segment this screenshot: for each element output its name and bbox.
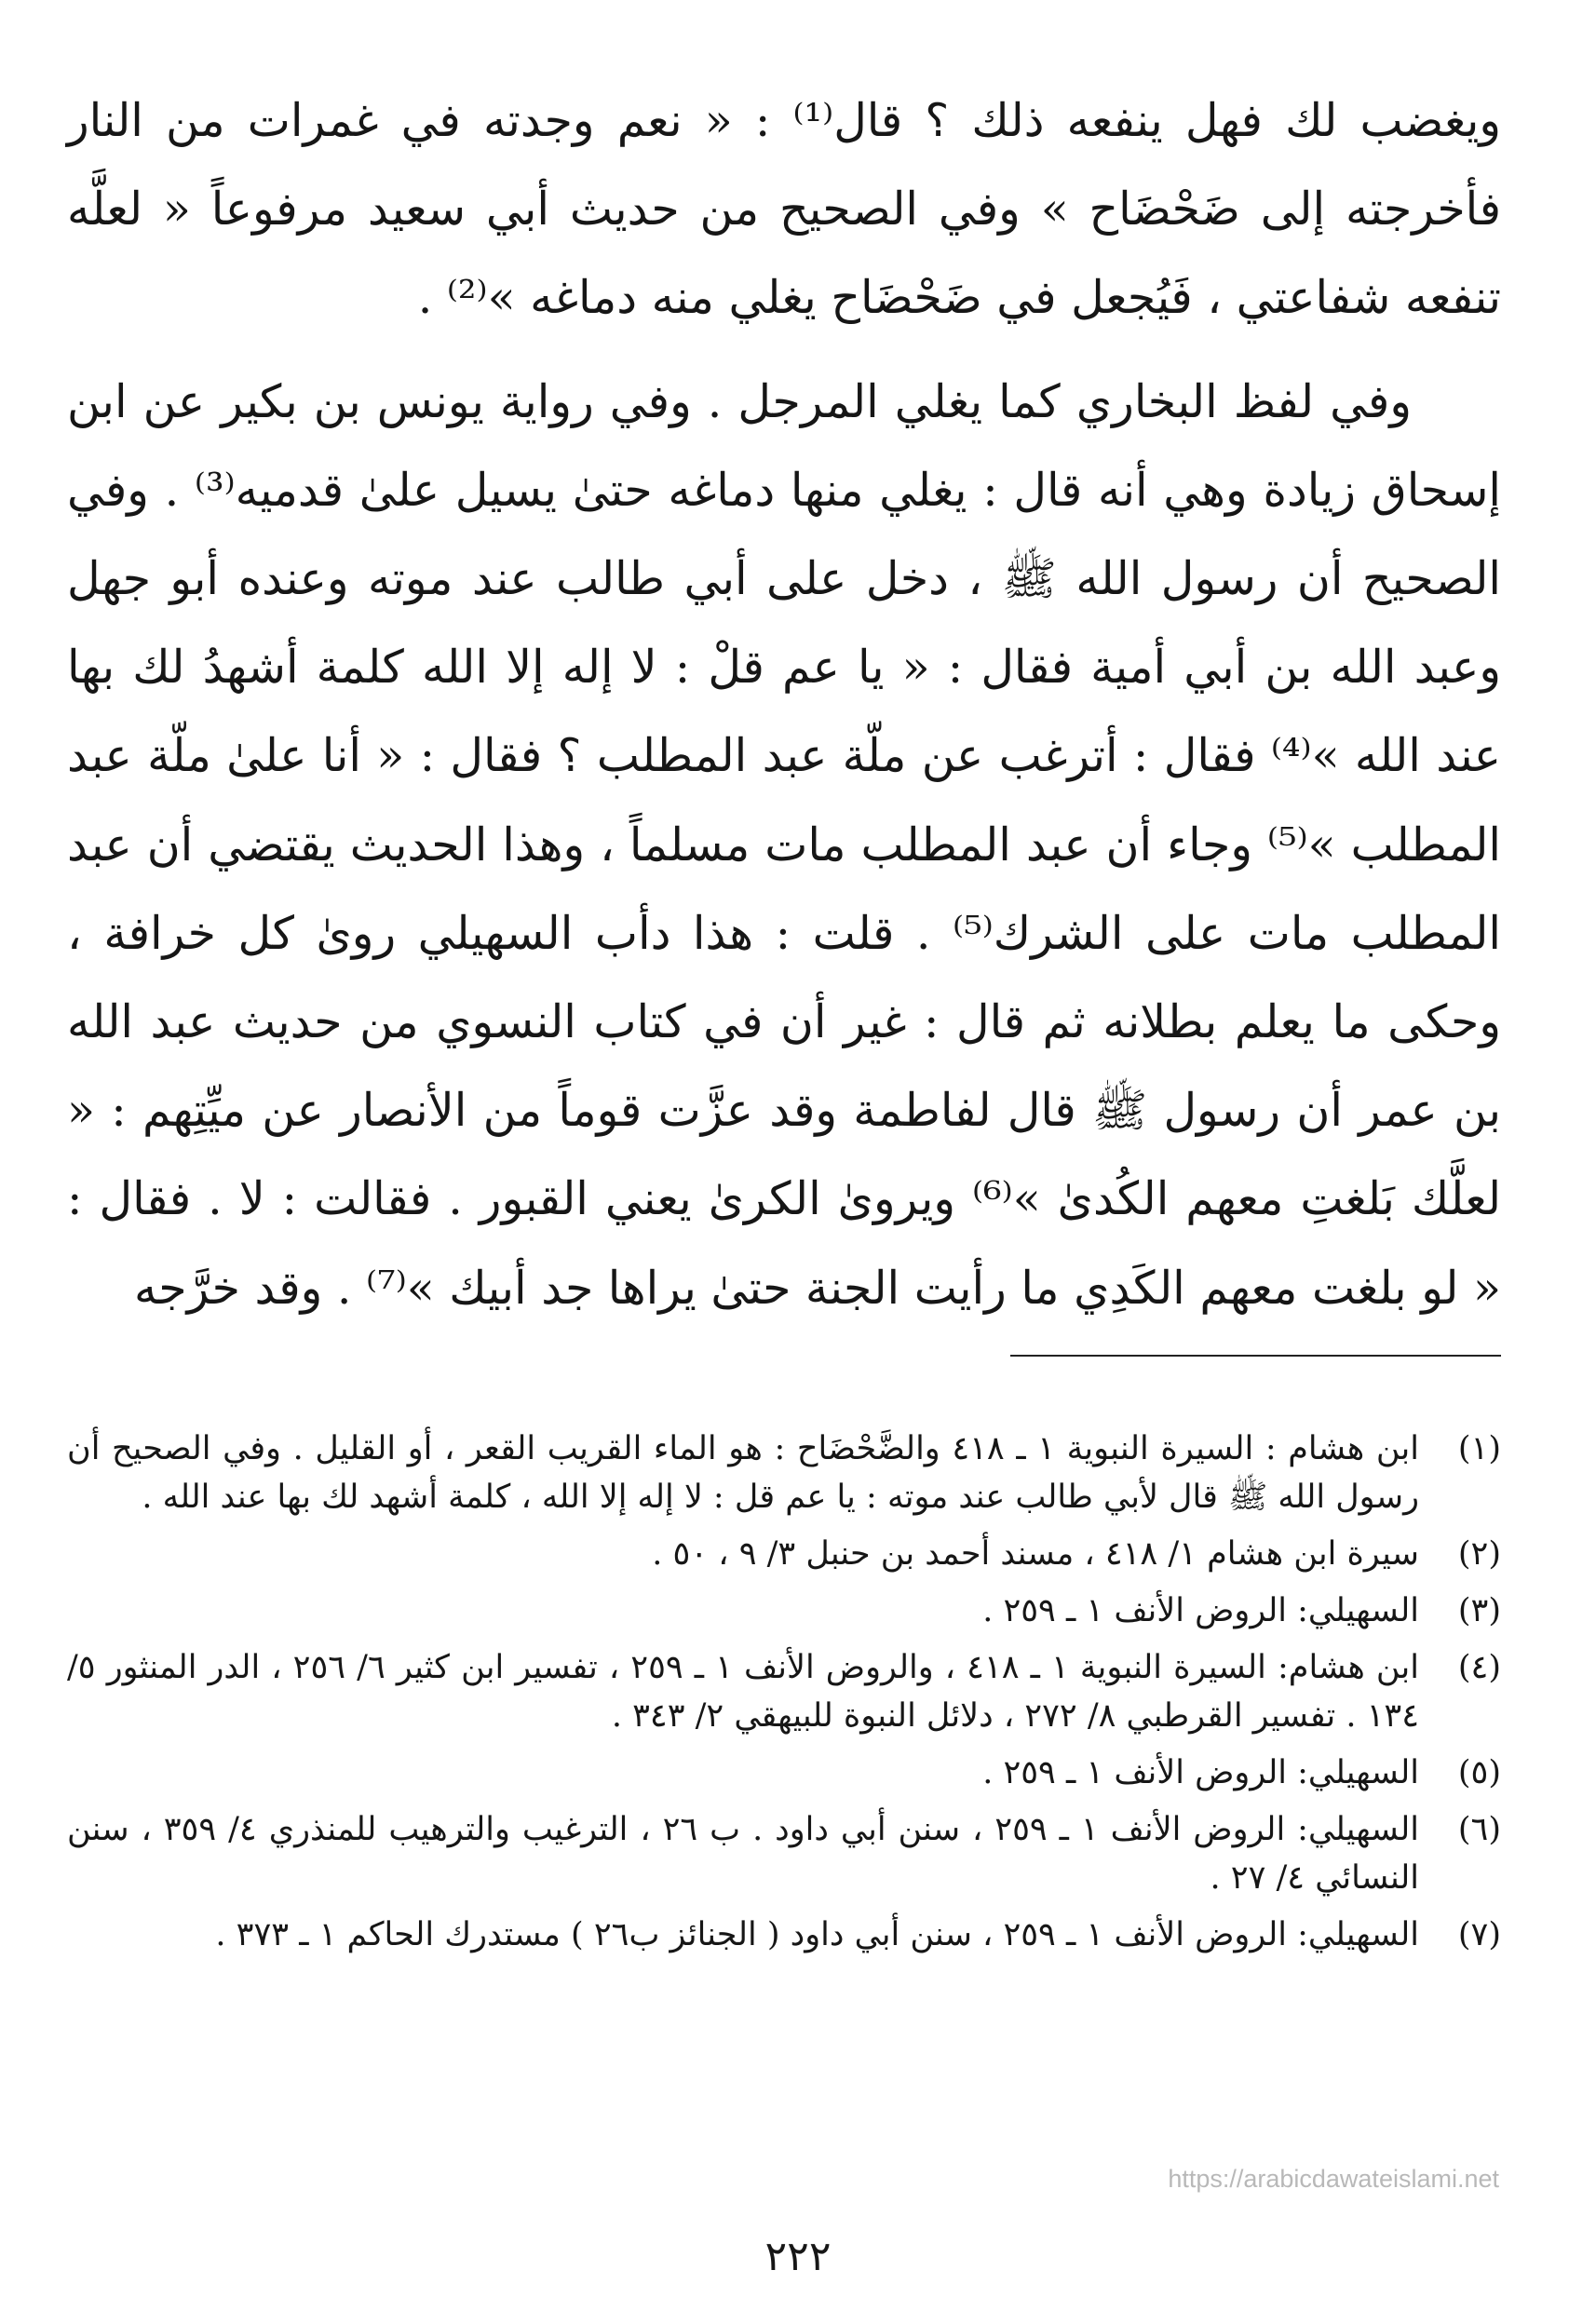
footnote-2	[67, 1530, 1501, 1578]
paragraph-2: وفي لفظ البخاري كما يغلي المرجل . وفي رواية يونس بن بكير عن ابن إسحاق زيادة وهي أنه قال : يغلي منها دماغه حتىٰ يسيل علىٰ قدميه⁽³⁾ . وفي الصحيح أن رسول الله ﷺ ، دخل على أبي طالب عند موته وعنده أبو جهل وعبد الله بن أبي أمية فقال : « يا عم قلْ : لا إله إلا الله كلمة أشهدُ لك بها عند الله »⁽⁴⁾ فقال : أترغب عن ملّة عبد المطلب ؟ فقال : « أنا علىٰ ملّة عبد المطلب »⁽⁵⁾ وجاء أن عبد المطلب مات مسلماً ، وهذا الحديث يقتضي أن عبد المطلب مات على الشرك⁽⁵⁾ . قلت : هذا دأب السهيلي روىٰ كل خرافة ، وحكى ما يعلم بطلانه ثم قال : غير أن في كتاب النسوي من حديث عبد الله بن عمر أن رسول ﷺ قال لفاطمة وقد عزَّت قوماً من الأنصار عن ميِّتِهم : « لعلَّك بَلغتِ معهم الكُدىٰ »⁽⁶⁾ ويروىٰ الكرىٰ يعني القبور . فقالت : لا . فقال : « لو بلغت معهم الكَدِي ما رأيت الجنة حتىٰ يراها جد أبيك »⁽⁷⁾ . وقد خرَّجه	[67, 374, 1501, 1315]
footnote-number: (٧)	[1457, 1916, 1501, 1953]
footnote-6	[67, 1805, 1501, 1902]
footnote-text: ابن هشام : السيرة النبوية ١ ـ ٤١٨ والضَّحْضَاح : هو الماء القريب القعر ، أو القليل . وفي الصحيح أن رسول الله ﷺ قال لأبي طالب عند موته : يا عم قل : لا إله إلا الله ، كلمة أشهد لك بها عند الله .	[67, 1430, 1419, 1516]
footnote-text: ابن هشام: السيرة النبوية ١ ـ ٤١٨ ، والروض الأنف ١ ـ ٢٥٩ ، تفسير ابن كثير ٦/ ٢٥٦ ، الدر المنثور ٥/ ١٣٤ . تفسير القرطبي ٨/ ٢٧٢ ، دلائل النبوة للبيهقي ٢/ ٣٤٣ .	[67, 1649, 1420, 1735]
page-number: ٢٢٢	[764, 2233, 832, 2280]
footnote-number: (٥)	[1457, 1754, 1501, 1791]
footnote-separator	[1010, 1355, 1501, 1357]
footnote-number: (٤)	[1457, 1649, 1501, 1686]
footnote-text: السهيلي: الروض الأنف ١ ـ ٢٥٩ ، سنن أبي داود . ب ٢٦ ، الترغيب والترهيب للمنذري ٤/ ٣٥٩ ، سنن النسائي ٤/ ٢٧ .	[67, 1811, 1420, 1897]
footnote-1	[67, 1425, 1501, 1521]
footnote-text: السهيلي: الروض الأنف ١ ـ ٢٥٩ .	[982, 1592, 1419, 1629]
footnote-3	[67, 1587, 1501, 1635]
footnote-number: (٣)	[1457, 1592, 1501, 1629]
footnotes-section	[67, 1425, 1501, 1967]
footnote-7	[67, 1911, 1501, 1959]
footnote-text: السهيلي: الروض الأنف ١ ـ ٢٥٩ .	[982, 1754, 1419, 1791]
footnote-text: سيرة ابن هشام ١/ ٤١٨ ، مسند أحمد بن حنبل ٣/ ٩ ، ٥٠ .	[652, 1535, 1419, 1573]
footnote-4	[67, 1643, 1501, 1740]
paragraph-1: ويغضب لك فهل ينفعه ذلك ؟ قال⁽¹⁾ : « نعم وجدته في غمرات من النار فأخرجته إلى ضَحْضَاح » وفي الصحيح من حديث أبي سعيد مرفوعاً « لعلَّه تنفعه شفاعتي ، فَيُجعل في ضَحْضَاح يغلي منه دماغه »⁽²⁾ .	[67, 94, 1501, 325]
main-text	[67, 76, 1501, 1332]
footnote-5	[67, 1749, 1501, 1797]
footnote-number: (٢)	[1457, 1535, 1501, 1573]
footnote-text: السهيلي: الروض الأنف ١ ـ ٢٥٩ ، سنن أبي داود ( الجنائز ب٢٦ ) مستدرك الحاكم ١ ـ ٣٧٣ .	[215, 1916, 1419, 1953]
footnote-number: (٦)	[1457, 1811, 1501, 1848]
watermark-url: https://arabicdawateislami.net	[1168, 2165, 1499, 2193]
footnote-number: (١)	[1457, 1430, 1501, 1467]
